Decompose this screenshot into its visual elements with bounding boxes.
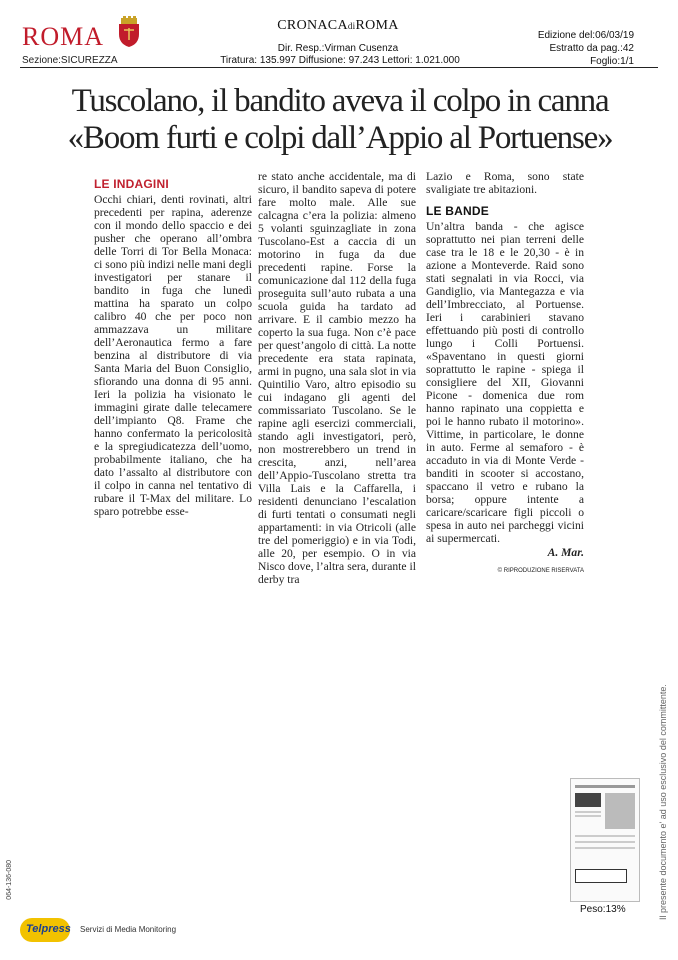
edition-meta	[538, 29, 634, 68]
circulation-line: Tiratura: 135.997 Diffusione: 97.243 Lettori: 1.021.000	[220, 55, 460, 66]
footer-service: Servizi di Media Monitoring	[80, 925, 177, 934]
headline-line-1: Tuscolano, il bandito aveva il colpo in canna	[71, 83, 609, 119]
publication-part-2: ROMA	[355, 18, 399, 33]
edition-date: Edizione del:06/03/19	[537, 30, 634, 41]
telpress-logo-text: Telpress	[26, 923, 71, 935]
sezione-label: Sezione:SICUREZZA	[22, 55, 118, 66]
author-signature: A. Mar.	[547, 546, 584, 559]
document-code-vertical	[6, 860, 18, 920]
publication-part-small: di	[347, 21, 356, 31]
header-divider	[20, 67, 658, 68]
section-title-bande: LE BANDE	[426, 204, 489, 218]
disclaimer-text: Il presente documento e' ad uso esclusivo del committente.	[658, 684, 668, 920]
weight-label: Peso:13%	[580, 904, 626, 915]
publication-title	[238, 18, 438, 34]
director-line: Dir. Resp.:Virman Cusenza	[277, 43, 399, 54]
disclaimer-vertical	[658, 660, 670, 920]
article-headline	[40, 83, 640, 157]
roma-logo-text: ROMA	[22, 22, 105, 51]
article-column-1	[94, 177, 252, 518]
section-title-indagini: LE INDAGINI	[94, 177, 169, 191]
article-column-3	[426, 170, 584, 578]
column-1-text: Occhi chiari, denti rovinati, altri precedenti per rapina, aderenze con il mondo dello spaccio e dei pusher che operano all’ombra delle Torri di Tor Bella Monaca: ci sono più indizi nelle mani degli investigatori per stanare il bandito in fuga che lunedì mattina ha sparato un colpo calibro 40 che per poco non ammazzava un militare dell’Aeronautica fermo a fare benzina al distributore di via Santa Maria del Buon Consiglio, sfiorando una donna di 95 anni. Ieri la polizia ha visionato le immagini girate dalle telecamere dell’impianto Q8. Frame che hanno confermato la pericolosità e la spregiudicatezza dell’uomo, probabilmente italiano, che ha dato l’assalto al distributore con il colpo in canna nel tentativo di rubare il T-Max del militare. Lo sparo potrebbe esse-	[94, 193, 252, 518]
page-extract: Estratto da pag.:42	[549, 43, 634, 54]
copyright-notice: © RIPRODUZIONE RISERVATA	[497, 568, 584, 574]
publication-part-1: CRONACA	[277, 18, 348, 33]
roma-crest-icon	[116, 16, 142, 48]
column-2-text: re stato anche accidentale, ma di sicuro, il bandito sapeva di potere fare molto male. Alle sue calcagna c’era la polizia: almeno 5 volanti sguinzagliate in zona Tuscolano-Est a caccia di un motorino in fuga da due precedenti rapine. Forse la comunicazione dal 112 della fuga proseguita sull’auto rubata a una scuola guida ha tardato ad arrivare. E il cambio mezzo ha coperto la sua fuga. Non c’è pace per quest’angolo di città. La notte precedente era stata rapinata, armi in pugno, una sala slot in via Quintilio Varo, altro episodio su cui indagano gli agenti del commissariato Tuscolano. Se le rapine agli esercizi commerciali, stando agli investigatori, però, non mostrerebbero un trend in crescita, anzi, nell’area dell’Appio-Tuscolano stretta tra Villa Lais e la Caffarella, i residenti denunciano l’escalation di furti tentati o consumati negli appartamenti: in via Otricoli (alle tre del pomeriggio) e in via Todi, alle 20, per esempio. O in via Nisco dove, l’altra sera, durante il derby tra	[258, 170, 416, 586]
document-code: 064-136-080	[6, 860, 13, 900]
telpress-logo	[20, 918, 70, 942]
sheet-count: Foglio:1/1	[590, 56, 634, 67]
column-3-text: Un’altra banda - che agisce soprattutto nei pian terreni delle case tra le 18 e le 20,30 - è in azione a Monteverde. Raid sono stati segnalati in via Rocci, via Gandiglio, via Mantegazza e via dell’Imbrecciato, al Portuense. Ieri i carabinieri stavano effettuando più posti di controllo lungo i Colli Portuensi. «Spaventano in questi giorni soprattutto le rapine - spiega il consigliere del XII, Giovanni Picone - domenica due rom hanno rapinato una coppietta e poi le hanno rubato il motorino». Vittime, in particolare, le donne in auto. Ferme al semaforo - è accaduto in via di Monte Verde - banditi in scooter si accostano, spaccano il vetro e rubano la borsa; oppure intente a caricare/scaricare figli piccoli o spesa in auto nei parcheggi vicini ai supermercati.	[426, 220, 584, 545]
column-3-intro: Lazio e Roma, sono state svaligiate tre abitazioni.	[426, 170, 584, 196]
article-column-2	[258, 170, 416, 586]
headline-line-2: «Boom furti e colpi dall’Appio al Portuense»	[67, 120, 613, 156]
page-thumbnail	[570, 778, 640, 902]
